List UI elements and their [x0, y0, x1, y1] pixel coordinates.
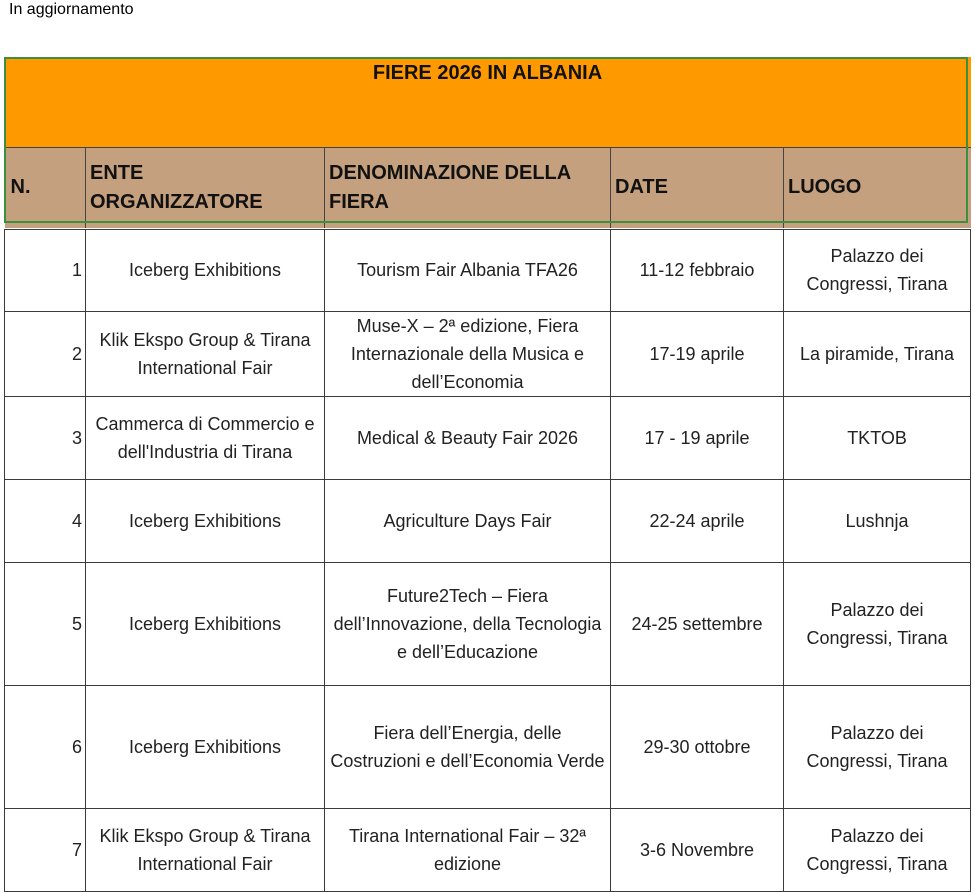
cell-n: 4 [5, 479, 86, 562]
cell-n: 3 [5, 396, 86, 479]
cell-ente: Iceberg Exhibitions [86, 479, 325, 562]
cell-ente: Klik Ekspo Group & Tirana International Fair [86, 808, 325, 891]
column-header-ente: ENTE ORGANIZZATORE [86, 148, 325, 228]
cell-n: 5 [5, 562, 86, 685]
cell-luogo: Palazzo dei Congressi, Tirana [784, 808, 971, 891]
cell-date: 11-12 febbraio [611, 229, 784, 311]
cell-ente: Cammerca di Commercio e dell'Industria di Tirana [86, 396, 325, 479]
cell-ente: Iceberg Exhibitions [86, 562, 325, 685]
cell-luogo: Palazzo dei Congressi, Tirana [784, 229, 971, 311]
table-row [5, 479, 971, 562]
cell-n: 1 [5, 229, 86, 311]
table-row [5, 396, 971, 479]
table-row [5, 311, 971, 396]
cell-fiera: Agriculture Days Fair [325, 479, 611, 562]
cell-fiera: Future2Tech – Fiera dell’Innovazione, della Tecnologia e dell’Educazione [325, 562, 611, 685]
fairs-table [4, 57, 971, 892]
cell-date: 24-25 settembre [611, 562, 784, 685]
cell-luogo: Palazzo dei Congressi, Tirana [784, 562, 971, 685]
cell-fiera: Medical & Beauty Fair 2026 [325, 396, 611, 479]
cell-luogo: Palazzo dei Congressi, Tirana [784, 685, 971, 808]
cell-luogo: TKTOB [784, 396, 971, 479]
cell-date: 17 - 19 aprile [611, 396, 784, 479]
cell-n: 2 [5, 311, 86, 396]
title-row [5, 57, 971, 148]
cell-luogo: La piramide, Tirana [784, 311, 971, 396]
column-header-n: N. [5, 148, 86, 228]
column-header-date: DATE [611, 148, 784, 228]
cell-date: 3-6 Novembre [611, 808, 784, 891]
cell-ente: Iceberg Exhibitions [86, 229, 325, 311]
table-title: FIERE 2026 IN ALBANIA [5, 57, 971, 148]
cell-n: 6 [5, 685, 86, 808]
cell-fiera: Muse-X – 2ª edizione, Fiera Internazionale della Musica e dell’Economia [325, 311, 611, 396]
table-row [5, 229, 971, 311]
table-row [5, 808, 971, 891]
update-note: In aggiornamento [9, 1, 134, 18]
cell-fiera: Tirana International Fair – 32ª edizione [325, 808, 611, 891]
cell-fiera: Fiera dell’Energia, delle Costruzioni e dell’Economia Verde [325, 685, 611, 808]
cell-luogo: Lushnja [784, 479, 971, 562]
cell-ente: Klik Ekspo Group & Tirana International Fair [86, 311, 325, 396]
column-header-luogo: LUOGO [784, 148, 971, 228]
cell-date: 17-19 aprile [611, 311, 784, 396]
cell-n: 7 [5, 808, 86, 891]
cell-ente: Iceberg Exhibitions [86, 685, 325, 808]
table-row [5, 685, 971, 808]
cell-date: 22-24 aprile [611, 479, 784, 562]
header-row [5, 148, 971, 228]
cell-fiera: Tourism Fair Albania TFA26 [325, 229, 611, 311]
cell-date: 29-30 ottobre [611, 685, 784, 808]
column-header-fiera: DENOMINAZIONE DELLA FIERA [325, 148, 611, 228]
table-row [5, 562, 971, 685]
